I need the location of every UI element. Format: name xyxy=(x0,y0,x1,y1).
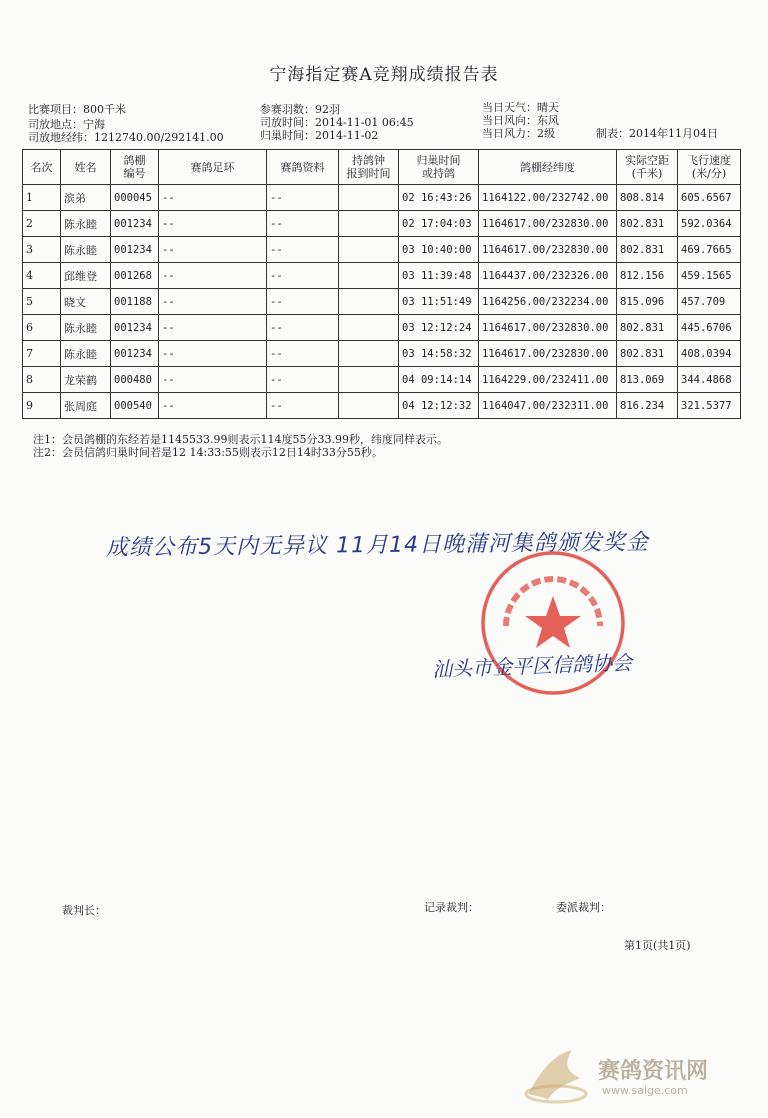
cell-rank: 2 xyxy=(23,211,61,237)
cell-pigeon-info: -- xyxy=(267,393,339,419)
cell-ring: -- xyxy=(159,315,267,341)
cell-speed: 469.7665 xyxy=(678,237,741,263)
cell-speed: 592.0364 xyxy=(678,211,741,237)
header-pigeon-info: 赛鸽资料 xyxy=(267,150,339,185)
cell-pigeon-info: -- xyxy=(267,211,339,237)
header-speed: 飞行速度 (米/分) xyxy=(678,150,741,185)
table-row xyxy=(23,263,741,289)
note-2: 注2：会员信鸽归巢时间若是12 14:33:55则表示12日14时33分55秒。 xyxy=(33,446,383,459)
cell-arrival-time: 03 12:12:24 xyxy=(399,315,479,341)
cell-rank: 4 xyxy=(23,263,61,289)
cell-arrival-time: 02 17:04:03 xyxy=(399,211,479,237)
cell-speed: 408.0394 xyxy=(678,341,741,367)
watermark-name: 赛鸽资讯网 xyxy=(598,1059,709,1084)
cell-distance: 802.831 xyxy=(617,211,678,237)
cell-name: 陈永睦 xyxy=(61,315,111,341)
cell-loft-coord: 1164617.00/232830.00 xyxy=(479,237,617,263)
cell-loft-coord: 1164437.00/232326.00 xyxy=(479,263,617,289)
recording-judge-label: 记录裁判： xyxy=(424,901,479,914)
cell-distance: 816.234 xyxy=(617,393,678,419)
cell-ring: -- xyxy=(159,289,267,315)
table-row xyxy=(23,211,741,237)
cell-clock-time xyxy=(339,393,399,419)
cell-speed: 445.6706 xyxy=(678,315,741,341)
header-clock-time: 持鸽钟 报到时间 xyxy=(339,150,399,185)
cell-loft-id: 001188 xyxy=(111,289,159,315)
cell-clock-time xyxy=(339,211,399,237)
wind-force: 当日风力：2级 xyxy=(482,127,555,140)
cell-rank: 9 xyxy=(23,393,61,419)
cell-name: 晓文 xyxy=(61,289,111,315)
cell-clock-time xyxy=(339,237,399,263)
table-row xyxy=(23,393,741,419)
cell-clock-time xyxy=(339,185,399,211)
cell-rank: 1 xyxy=(23,185,61,211)
cell-loft-id: 001234 xyxy=(111,315,159,341)
header-distance: 实际空距 (千米) xyxy=(617,150,678,185)
wind-direction: 当日风向：东风 xyxy=(482,114,559,127)
cell-loft-id: 001234 xyxy=(111,237,159,263)
cell-pigeon-info: -- xyxy=(267,289,339,315)
cell-loft-coord: 1164229.00/232411.00 xyxy=(479,367,617,393)
return-time: 归巢时间：2014-11-02 xyxy=(260,129,379,142)
cell-pigeon-info: -- xyxy=(267,367,339,393)
report-date: 制表：2014年11月04日 xyxy=(596,127,718,140)
note-1: 注1：会员鸽棚的东经若是1145533.99则表示114度55分33.99秒，纬度同样表示。 xyxy=(33,433,448,446)
cell-name: 邱维登 xyxy=(61,263,111,289)
cell-speed: 459.1565 xyxy=(678,263,741,289)
cell-loft-coord: 1164617.00/232830.00 xyxy=(479,211,617,237)
handwritten-remark: 成绩公布5天内无异议 11月14日晚蒲河集鸽颁发奖金 xyxy=(105,530,650,561)
cell-loft-coord: 1164256.00/232234.00 xyxy=(479,289,617,315)
cell-loft-coord: 1164617.00/232830.00 xyxy=(479,341,617,367)
table-row xyxy=(23,237,741,263)
cell-pigeon-info: -- xyxy=(267,315,339,341)
header-loft-id: 鸽棚 编号 xyxy=(111,150,159,185)
cell-distance: 813.069 xyxy=(617,367,678,393)
handwritten-signature: 汕头市金平区信鸽协会 xyxy=(431,650,633,682)
cell-pigeon-info: -- xyxy=(267,237,339,263)
pigeon-logo-icon xyxy=(520,1044,592,1106)
cell-rank: 5 xyxy=(23,289,61,315)
site-watermark xyxy=(520,1040,760,1110)
cell-rank: 7 xyxy=(23,341,61,367)
cell-distance: 802.831 xyxy=(617,341,678,367)
results-table xyxy=(22,149,741,419)
cell-distance: 815.096 xyxy=(617,289,678,315)
cell-ring: -- xyxy=(159,211,267,237)
cell-loft-coord: 1164047.00/232311.00 xyxy=(479,393,617,419)
cell-clock-time xyxy=(339,263,399,289)
table-row xyxy=(23,185,741,211)
cell-pigeon-info: -- xyxy=(267,263,339,289)
notes xyxy=(33,433,448,459)
cell-arrival-time: 03 14:58:32 xyxy=(399,341,479,367)
cell-speed: 605.6567 xyxy=(678,185,741,211)
cell-speed: 321.5377 xyxy=(678,393,741,419)
table-body xyxy=(23,185,741,419)
cell-arrival-time: 04 12:12:32 xyxy=(399,393,479,419)
header-loft-coord: 鸽棚经纬度 xyxy=(479,150,617,185)
release-time: 司放时间：2014-11-01 06:45 xyxy=(260,116,414,129)
cell-loft-coord: 1164122.00/232742.00 xyxy=(479,185,617,211)
table-row xyxy=(23,341,741,367)
cell-ring: -- xyxy=(159,393,267,419)
cell-name: 陈永睦 xyxy=(61,237,111,263)
cell-pigeon-info: -- xyxy=(267,185,339,211)
cell-speed: 344.4868 xyxy=(678,367,741,393)
entries-count: 参赛羽数：92羽 xyxy=(260,103,340,116)
release-place: 司放地点：宁海 xyxy=(28,118,105,131)
cell-loft-id: 000540 xyxy=(111,393,159,419)
cell-arrival-time: 04 09:14:14 xyxy=(399,367,479,393)
table-header-row xyxy=(23,150,741,185)
cell-ring: -- xyxy=(159,341,267,367)
document-title: 宁海指定赛A竞翔成绩报告表 xyxy=(269,65,499,85)
release-coord: 司放地经纬：1212740.00/292141.00 xyxy=(28,131,224,144)
table-row xyxy=(23,367,741,393)
header-rank: 名次 xyxy=(23,150,61,185)
cell-ring: -- xyxy=(159,367,267,393)
assigned-judge-label: 委派裁判： xyxy=(556,901,611,914)
cell-loft-id: 001268 xyxy=(111,263,159,289)
cell-ring: -- xyxy=(159,237,267,263)
cell-loft-id: 001234 xyxy=(111,341,159,367)
cell-loft-id: 001234 xyxy=(111,211,159,237)
cell-ring: -- xyxy=(159,185,267,211)
cell-arrival-time: 03 11:39:48 xyxy=(399,263,479,289)
cell-distance: 802.831 xyxy=(617,315,678,341)
table-row xyxy=(23,289,741,315)
event-item: 比赛项目：800千米 xyxy=(28,103,126,116)
cell-pigeon-info: -- xyxy=(267,341,339,367)
header-arrival-time: 归巢时间 或持鸽 xyxy=(399,150,479,185)
header-ring: 赛鸽足环 xyxy=(159,150,267,185)
cell-rank: 6 xyxy=(23,315,61,341)
cell-speed: 457.709 xyxy=(678,289,741,315)
cell-name: 陈永睦 xyxy=(61,211,111,237)
cell-arrival-time: 03 11:51:49 xyxy=(399,289,479,315)
header-name: 姓名 xyxy=(61,150,111,185)
cell-rank: 8 xyxy=(23,367,61,393)
weather: 当日天气：晴天 xyxy=(482,101,559,114)
cell-loft-coord: 1164617.00/232830.00 xyxy=(479,315,617,341)
cell-clock-time xyxy=(339,341,399,367)
chief-judge-label: 裁判长： xyxy=(62,904,106,917)
watermark-url: www.saige.com xyxy=(602,1084,688,1097)
cell-name: 张周庭 xyxy=(61,393,111,419)
cell-distance: 808.814 xyxy=(617,185,678,211)
cell-arrival-time: 02 16:43:26 xyxy=(399,185,479,211)
cell-arrival-time: 03 10:40:00 xyxy=(399,237,479,263)
cell-distance: 812.156 xyxy=(617,263,678,289)
cell-name: 龙荣鹤 xyxy=(61,367,111,393)
page-number: 第1页(共1页) xyxy=(624,939,691,952)
cell-clock-time xyxy=(339,367,399,393)
cell-distance: 802.831 xyxy=(617,237,678,263)
table-row xyxy=(23,315,741,341)
cell-loft-id: 000480 xyxy=(111,367,159,393)
cell-rank: 3 xyxy=(23,237,61,263)
cell-clock-time xyxy=(339,289,399,315)
cell-ring: -- xyxy=(159,263,267,289)
cell-clock-time xyxy=(339,315,399,341)
cell-name: 陈永睦 xyxy=(61,341,111,367)
cell-loft-id: 000045 xyxy=(111,185,159,211)
cell-name: 滨弟 xyxy=(61,185,111,211)
